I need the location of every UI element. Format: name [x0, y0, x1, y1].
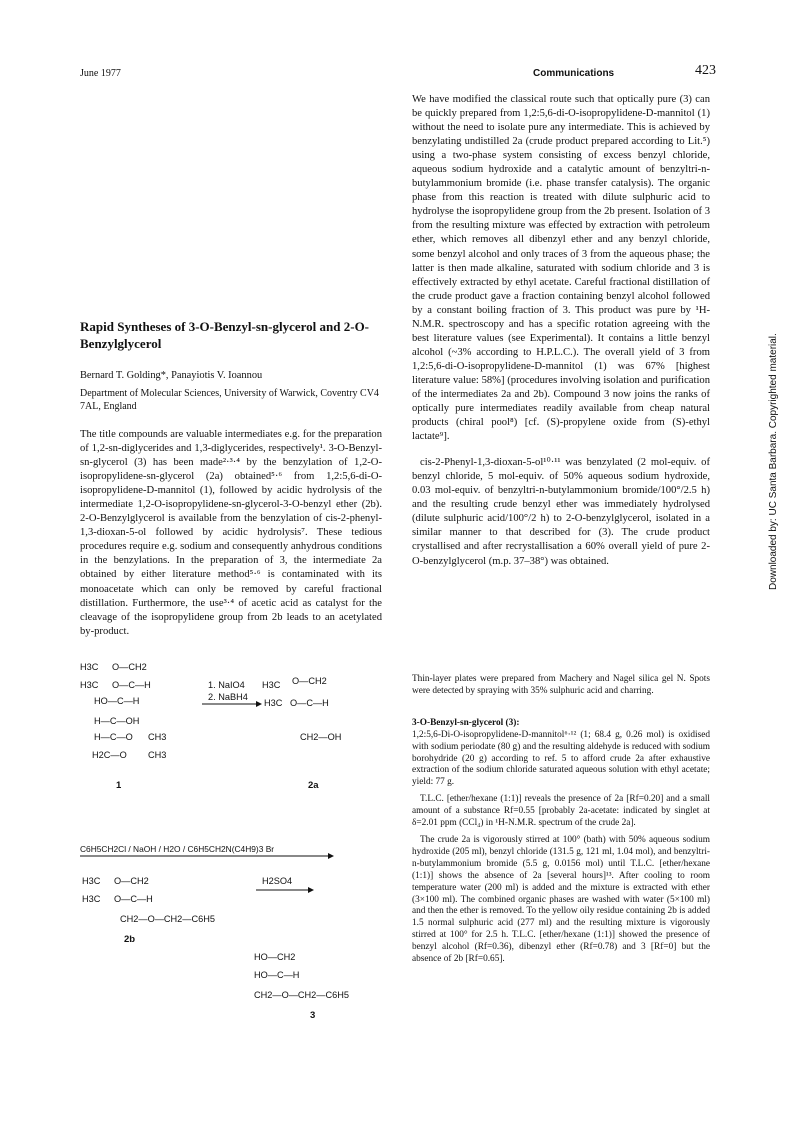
glycerol-2a-line-1: H3C — [262, 680, 281, 690]
compound-label-1: 1 — [116, 780, 122, 791]
glycerol-2a-line-3: H3C — [264, 698, 283, 708]
experimental-heading: 3-O-Benzyl-sn-glycerol (3): — [412, 717, 520, 728]
mannitol-line-5: HO—C—H — [94, 696, 140, 706]
glycerol-2b-line-4: O—C—H — [114, 894, 153, 904]
compound-label-2b: 2b — [124, 934, 136, 945]
mannitol-line-8: CH3 — [148, 732, 167, 742]
compound-label-2a: 2a — [308, 780, 319, 791]
intro-paragraph — [80, 428, 382, 639]
header-section: Communications — [533, 68, 615, 79]
arrowhead-2 — [328, 853, 334, 859]
glycerol-2b-line-1: H3C — [82, 876, 101, 886]
product-3-line-1: HO—CH2 — [254, 952, 296, 962]
product-3-line-3: CH2—O—CH2—C6H5 — [254, 990, 349, 1000]
experimental-step-3: The crude 2a is vigorously stirred at 100° (bath) with 50% aqueous sodium hydroxide (205 ml), benzyl chloride (131.5 g, 121 ml, 1.04 mol), and benzyltri-n-butylammonium bromide (5.5 g, 0.0156 mol) until T.L.C. [ether/hexane (1:1)] shows the absence of 2a [several hours]¹³. After cooling to room temperature water (200 ml) is added and the mixture is extracted with ether (3×100 ml). The combined organic phases are washed with water (5×100 ml) and then the ether is removed. To the yellow oily residue containing 2b is added 1.5 normal sulphuric acid (277 ml) and the resulting mixture is vigorously stirred at 100° for 2.5 h. T.L.C. [ether/hexane (1:1)] showed the presence of benzyl alcohol (Rf=0.36), dibenzyl ether (Rf=0.78) and 3 [Rf=0] but the absence of 2b [Rf=0.65]. — [412, 834, 710, 965]
reagent-sulphuric-acid: H2SO4 — [262, 876, 293, 886]
mannitol-line-4: O—C—H — [112, 680, 151, 690]
method-paragraph: We have modified the classical route such that optically pure (3) can be quickly prepared from 1,2:5,6-di-O-isopropylidene-D-mannitol (1) without the need to isolate pure any intermediate. This is achieved by benzylating undistilled 2a (crude product prepared according to Lit.⁵) using a two-phase system consisting of excess benzyl chloride, aqueous sodium hydroxide and a catalytic amount of benzyltri-n-butylammonium bromide (i.e. phase transfer catalysis). The organic phase from this reaction is treated with dilute sulphuric acid to hydrolyse the isopropylidene group from the 2b present. Isolation of 3 from the resulting mixture was effected by extraction with petroleum ether, which removes all dibenzyl ether and any benzyl chloride, some benzyl alcohol and only traces of 3 from the aqueous phase; the latter is then made alkaline, saturated with sodium chloride and 3 is effectively extracted by ethyl acetate. Careful fractional distillation of the crude product gave a fraction containing benzyl alcohol followed by a constant boiling fraction of 3. This product was pure by ¹H-N.M.R. spectroscopy and has a specific rotation agreeing with the best literature values (see Experimental). It contains a little benzyl alcohol (~3% according to H.P.L.C.). The overall yield of 3 from 1,2:5,6-di-O-isopropylidene-D-mannitol (1) was 67% [highest literature value: 58%] (procedures involving isolation and purification of the intermediates 2a and 2b). Compound 3 now joins the ranks of optically pure intermediates readily available from cheap natural products (chiral pool⁸) [cf. (S)-propylene oxide from (S)-ethyl lactate⁹]. — [412, 94, 710, 443]
header-date: June 1977 — [80, 68, 121, 79]
mannitol-line-3: H3C — [80, 680, 99, 690]
experimental-step-1: 1,2:5,6-Di-O-isopropylidene-D-mannitol⁶·¹² (1; 68.4 g, 0.26 mol) is oxidised with sodium periodate (80 g) and the resulting aldehyde is reduced with sodium borohydride (20 g) according to ref. 5 to afford crude 2a after exhaustive extraction of the sodium chloride saturated aqueous solution with ethyl acetate; yield: 77 g. — [412, 729, 710, 788]
intro-text: The title compounds are valuable intermediates e.g. for the preparation of 1,2-sn-diglycerides and 1,3-diglycerides, respectively¹. 3-O-Benzyl-sn-glycerol (3) has been made²·³·⁴ by the benzylation of 1,2-O-isopropylidene-sn-glycerol (2a) obtained⁵·⁶ from 1,2:5,6-di-O-isopropylidene-D-mannitol (1), followed by acidic hydrolysis of the intermediate 1,2-O-isopropylidene-sn-glycerol-3-O-benzyl ether (2b). 2-O-Benzylglycerol is available from the benzylation of cis-2-phenyl-1,3-dioxan-5-ol followed by acidic hydrolysis⁷. These tedious procedures require e.g. sodium and consequently anhydrous conditions in the benzylations. In the preparation of 3, the intermediate 2a obtained by either literature method⁵·⁶ is contaminated with its monoacetate which can only be removed by careful fractional distillation. Furthermore, the use³·⁴ of acetic acid as catalyst for the cleavage of the isopropylidene group from 2b leads to an acetylated by-product. — [80, 429, 382, 637]
page-number: 423 — [695, 63, 716, 78]
arrowhead-3 — [308, 887, 314, 893]
download-notice: Downloaded by: UC Santa Barbara. Copyrighted material. — [768, 333, 779, 590]
mannitol-line-7: H—C—O — [94, 732, 133, 742]
reagent-borohydride: 2. NaBH4 — [208, 692, 248, 702]
article-affiliation: Department of Molecular Sciences, University of Warwick, Coventry CV4 7AL, England — [80, 388, 379, 412]
glycerol-2b-line-3: H3C — [82, 894, 101, 904]
glycerol-2b-line-2: O—CH2 — [114, 876, 149, 886]
tlc-note: Thin-layer plates were prepared from Machery and Nagel silica gel N. Spots were detected by spraying with 35% sulphuric acid and charring. — [412, 674, 710, 696]
mannitol-line-9: H2C—O — [92, 750, 127, 760]
glycerol-2a-line-2: O—CH2 — [292, 676, 327, 686]
right-column-text — [412, 93, 710, 569]
compound-label-3: 3 — [310, 1010, 316, 1021]
reaction-scheme — [80, 660, 390, 1060]
mannitol-line-10: CH3 — [148, 750, 167, 760]
article-title: Rapid Syntheses of 3-O-Benzyl-sn-glycerol and 2-O-Benzylglycerol — [80, 319, 370, 351]
glycerol-2b-line-5: CH2—O—CH2—C6H5 — [120, 914, 215, 924]
reagent-phase-transfer: C6H5CH2Cl / NaOH / H2O / C6H5CH2N(C4H9)3 Br — [80, 844, 275, 854]
reagent-periodate: 1. NaIO4 — [208, 680, 245, 690]
glycerol-2a-line-5: CH2—OH — [300, 732, 342, 742]
glycerol-2a-line-4: O—C—H — [290, 698, 329, 708]
benzylglycerol-paragraph: cis-2-Phenyl-1,3-dioxan-5-ol¹⁰·¹¹ was benzylated (2 mol-equiv. of benzyl chloride, 5 mol-equiv. of 50% aqueous sodium hydroxide, 0.03 mol-equiv. of benzyltri-n-butylammonium bromide/100°/2.5 h) and the resulting crude benzyl ether was immediately hydrolysed (dilute sulphuric acid/100°/2 h) to 2-O-benzylglycerol, isolated in a similar manner to that described for (3). The crude product crystallised and after recrystallisation a 60% overall yield of pure 2-O-benzylglycerol (m.p. 37–38°) was obtained. — [412, 457, 710, 567]
mannitol-line-2: O—CH2 — [112, 662, 147, 672]
mannitol-line-1: H3C — [80, 662, 99, 672]
article-authors: Bernard T. Golding*, Panayiotis V. Ioannou — [80, 370, 263, 381]
mannitol-line-6: H—C—OH — [94, 716, 140, 726]
experimental-step-2: T.L.C. [ether/hexane (1:1)] reveals the presence of 2a [Rf=0.20] and a small amount of a substance Rf=0.55 [probably 2a-acetate: indicated by singlet at δ=2.01 ppm (CCl₄) in ¹H-N.M.R. spectrum of the crude 2a]. — [412, 794, 710, 829]
product-3-line-2: HO—C—H — [254, 970, 300, 980]
experimental-section — [412, 674, 710, 966]
arrowhead-1 — [256, 701, 262, 707]
